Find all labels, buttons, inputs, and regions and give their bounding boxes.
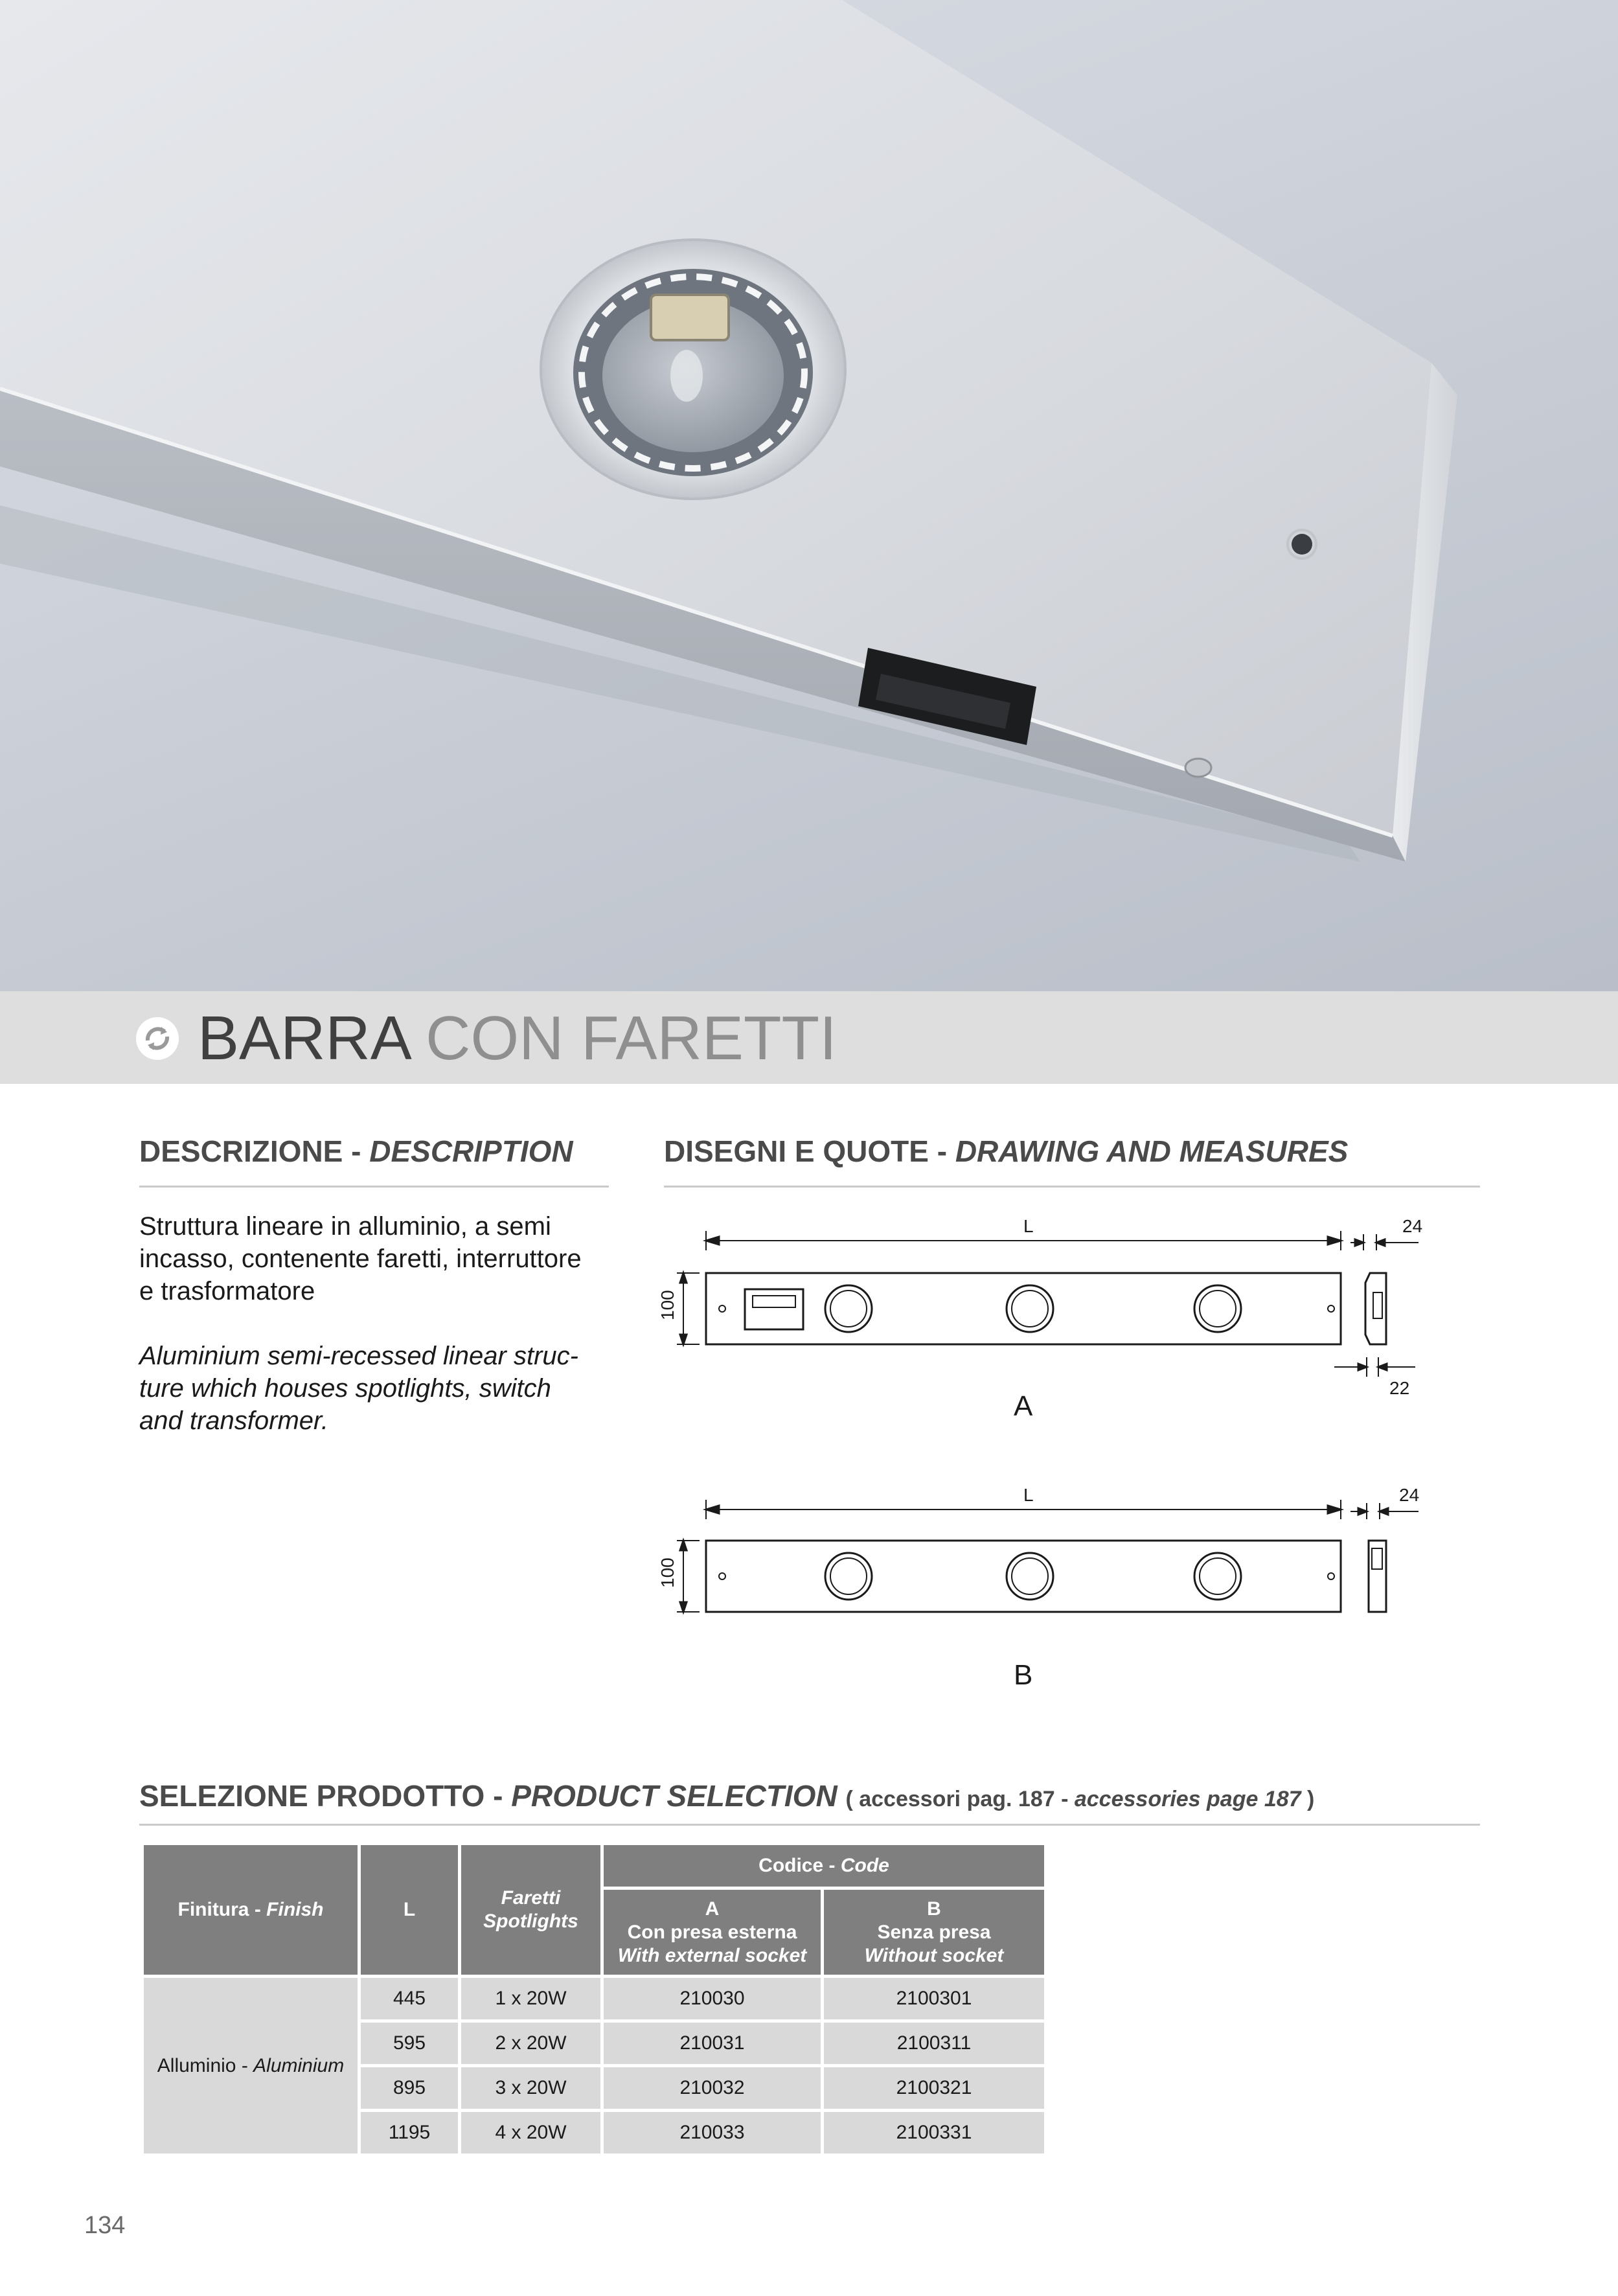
title-main: BARRA	[198, 1004, 409, 1073]
light-bar-image	[0, 0, 1618, 991]
page-number: 134	[84, 2212, 126, 2239]
product-selection-table	[141, 1842, 1047, 2157]
col-l-header: L	[361, 1845, 458, 1975]
col-code-header: Codice - Code	[604, 1845, 1044, 1887]
cell-spot: 4 x 20W	[461, 2112, 600, 2153]
description-heading: DESCRIZIONE - DESCRIPTION	[139, 1134, 573, 1168]
description-text-en: Aluminium semi-recessed linear struc- ture which houses spotlights, switch and transformer.	[139, 1342, 578, 1435]
description-text-it: Struttura lineare in alluminio, a semi incasso, contenente faretti, interruttore e trasformatore	[139, 1212, 582, 1305]
dim-l-a: L	[1023, 1216, 1034, 1236]
dim-l-b: L	[1023, 1485, 1034, 1505]
title-sub: CON FARETTI	[426, 1004, 837, 1073]
dim-100-a: 100	[657, 1290, 678, 1320]
drawing-label-a: A	[1014, 1390, 1033, 1422]
accessories-note: ( accessori pag. 187 - accessories page 187 )	[845, 1787, 1315, 1811]
refresh-icon	[135, 1016, 180, 1064]
technical-drawing	[654, 1205, 1464, 1697]
cell-code-b: 2100331	[824, 2112, 1044, 2153]
cell-spot: 3 x 20W	[461, 2067, 600, 2109]
cell-code-a: 210031	[604, 2023, 821, 2064]
drawing-rule	[664, 1186, 1480, 1188]
col-spot-header: Faretti Spotlights	[461, 1845, 600, 1975]
cell-l: 595	[361, 2023, 458, 2064]
cell-spot: 1 x 20W	[461, 1978, 600, 2019]
table-row	[144, 1978, 1044, 2019]
dim-24-b: 24	[1399, 1485, 1420, 1505]
page-title	[198, 1003, 837, 1074]
cell-code-a: 210030	[604, 1978, 821, 2019]
cell-code-a: 210033	[604, 2112, 821, 2153]
selection-heading: SELEZIONE PRODOTTO - PRODUCT SELECTION ( accessori pag. 187 - accessories page 187 )	[139, 1779, 1315, 1813]
cell-l: 1195	[361, 2112, 458, 2153]
cell-spot: 2 x 20W	[461, 2023, 600, 2064]
cell-code-b: 2100321	[824, 2067, 1044, 2109]
cell-l: 445	[361, 1978, 458, 2019]
product-photo	[0, 0, 1618, 991]
dim-22-a: 22	[1389, 1378, 1410, 1398]
cell-code-b: 2100301	[824, 1978, 1044, 2019]
dim-24-a: 24	[1402, 1216, 1423, 1236]
col-finish-header: Finitura - Finish	[144, 1845, 358, 1975]
cell-code-b: 2100311	[824, 2023, 1044, 2064]
drawing-heading: DISEGNI E QUOTE - DRAWING AND MEASURES	[664, 1134, 1349, 1168]
col-b-header: B Senza presa Without socket	[824, 1890, 1044, 1975]
description-rule	[139, 1186, 609, 1188]
col-a-header: A Con presa esterna With external socket	[604, 1890, 821, 1975]
finish-cell: Alluminio - Aluminium	[144, 1978, 358, 2153]
drawing-label-b: B	[1014, 1659, 1033, 1691]
dim-100-b: 100	[657, 1557, 678, 1588]
cell-l: 895	[361, 2067, 458, 2109]
cell-code-a: 210032	[604, 2067, 821, 2109]
selection-rule	[139, 1824, 1480, 1826]
